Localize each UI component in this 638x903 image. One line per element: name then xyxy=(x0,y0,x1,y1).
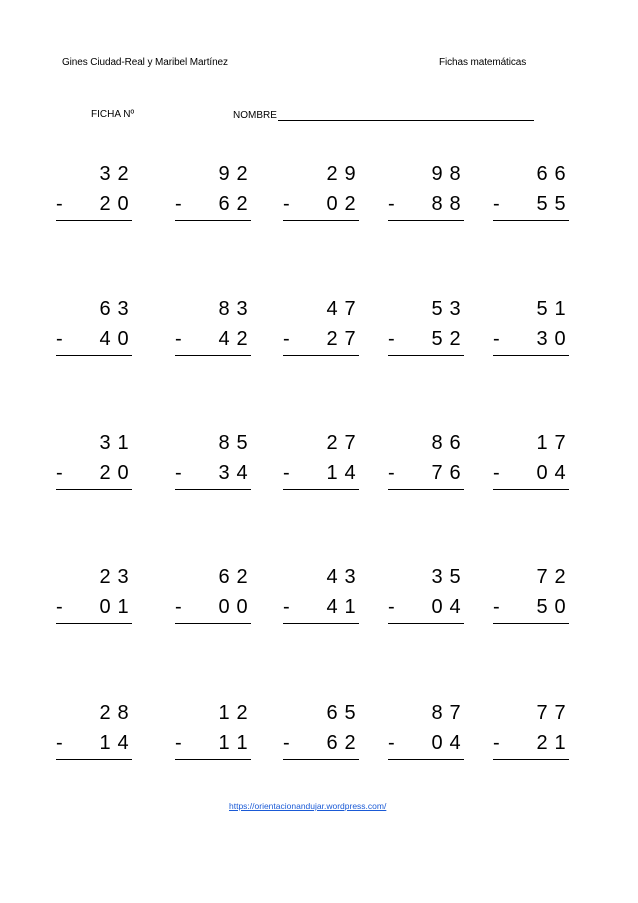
digit: 2 xyxy=(236,566,248,588)
subtrahend xyxy=(323,732,359,755)
digit: 2 xyxy=(236,702,248,724)
subtrahend xyxy=(533,596,569,619)
digit: 5 xyxy=(431,298,443,320)
digit: 0 xyxy=(99,596,111,618)
result-line xyxy=(493,623,569,624)
subtraction-problem xyxy=(283,566,359,636)
result-line xyxy=(175,623,251,624)
digit: 5 xyxy=(449,566,461,588)
digit: 2 xyxy=(99,462,111,484)
subtraction-problem xyxy=(175,566,251,636)
minus-sign: - xyxy=(388,596,395,618)
result-line xyxy=(388,623,464,624)
digit: 0 xyxy=(554,596,566,618)
result-line xyxy=(56,759,132,760)
digit: 2 xyxy=(326,432,338,454)
digit: 9 xyxy=(218,163,230,185)
minus-sign: - xyxy=(56,596,63,618)
minus-sign: - xyxy=(175,462,182,484)
digit: 8 xyxy=(449,163,461,185)
subtraction-problem xyxy=(175,432,251,502)
minuend xyxy=(215,163,251,186)
subtrahend xyxy=(96,596,132,619)
result-line xyxy=(388,489,464,490)
subtraction-problem xyxy=(175,298,251,368)
digit: 7 xyxy=(344,328,356,350)
minus-sign: - xyxy=(283,462,290,484)
subtrahend xyxy=(428,328,464,351)
result-line xyxy=(175,759,251,760)
digit: 0 xyxy=(536,462,548,484)
subtraction-problem xyxy=(56,566,132,636)
subtrahend xyxy=(96,328,132,351)
digit: 5 xyxy=(554,193,566,215)
minus-sign: - xyxy=(283,328,290,350)
digit: 7 xyxy=(554,702,566,724)
result-line xyxy=(283,623,359,624)
digit: 2 xyxy=(554,566,566,588)
digit: 0 xyxy=(218,596,230,618)
digit: 1 xyxy=(554,298,566,320)
minuend xyxy=(428,163,464,186)
digit: 5 xyxy=(431,328,443,350)
digit: 5 xyxy=(536,596,548,618)
digit: 3 xyxy=(218,462,230,484)
minus-sign: - xyxy=(283,732,290,754)
digit: 2 xyxy=(344,732,356,754)
subtraction-problem xyxy=(388,432,464,502)
digit: 2 xyxy=(326,163,338,185)
subtraction-problem xyxy=(283,298,359,368)
header-title: Fichas matemáticas xyxy=(439,57,527,68)
minus-sign: - xyxy=(175,193,182,215)
subtraction-problem xyxy=(388,163,464,233)
digit: 2 xyxy=(536,732,548,754)
minuend xyxy=(215,298,251,321)
minuend xyxy=(215,432,251,455)
minuend xyxy=(215,566,251,589)
digit: 8 xyxy=(117,702,129,724)
digit: 1 xyxy=(326,462,338,484)
digit: 2 xyxy=(449,328,461,350)
minuend xyxy=(96,298,132,321)
result-line xyxy=(175,355,251,356)
minus-sign: - xyxy=(388,732,395,754)
minus-sign: - xyxy=(56,328,63,350)
digit: 7 xyxy=(449,702,461,724)
subtraction-problem xyxy=(56,702,132,772)
subtraction-problem xyxy=(56,163,132,233)
digit: 6 xyxy=(449,462,461,484)
subtraction-problem xyxy=(493,298,569,368)
digit: 2 xyxy=(236,328,248,350)
minuend xyxy=(533,298,569,321)
result-line xyxy=(388,759,464,760)
minuend xyxy=(533,163,569,186)
subtrahend xyxy=(533,193,569,216)
minuend xyxy=(533,702,569,725)
minus-sign: - xyxy=(283,193,290,215)
digit: 8 xyxy=(431,432,443,454)
subtraction-problem xyxy=(56,432,132,502)
digit: 0 xyxy=(117,193,129,215)
minus-sign: - xyxy=(56,462,63,484)
subtraction-problem xyxy=(493,702,569,772)
minus-sign: - xyxy=(493,193,500,215)
digit: 2 xyxy=(236,193,248,215)
digit: 1 xyxy=(536,432,548,454)
digit: 1 xyxy=(117,596,129,618)
digit: 0 xyxy=(117,328,129,350)
result-line xyxy=(175,489,251,490)
minuend xyxy=(428,566,464,589)
subtraction-problem xyxy=(175,163,251,233)
header-authors: Gines Ciudad-Real y Maribel Martínez xyxy=(62,57,228,68)
digit: 3 xyxy=(117,566,129,588)
digit: 3 xyxy=(536,328,548,350)
digit: 3 xyxy=(449,298,461,320)
result-line xyxy=(175,220,251,221)
subtrahend xyxy=(533,732,569,755)
digit: 4 xyxy=(236,462,248,484)
subtrahend xyxy=(215,462,251,485)
minuend xyxy=(96,432,132,455)
digit: 2 xyxy=(117,163,129,185)
minus-sign: - xyxy=(493,462,500,484)
digit: 5 xyxy=(536,193,548,215)
subtraction-problem xyxy=(493,432,569,502)
minus-sign: - xyxy=(175,328,182,350)
subtrahend xyxy=(428,596,464,619)
digit: 6 xyxy=(449,432,461,454)
minuend xyxy=(323,566,359,589)
digit: 9 xyxy=(431,163,443,185)
digit: 8 xyxy=(218,298,230,320)
result-line xyxy=(283,759,359,760)
minus-sign: - xyxy=(388,193,395,215)
digit: 1 xyxy=(344,596,356,618)
digit: 4 xyxy=(326,566,338,588)
digit: 4 xyxy=(326,596,338,618)
subtraction-problem xyxy=(388,566,464,636)
subtraction-problem xyxy=(493,566,569,636)
digit: 1 xyxy=(117,432,129,454)
digit: 6 xyxy=(326,732,338,754)
digit: 6 xyxy=(326,702,338,724)
subtrahend xyxy=(428,193,464,216)
digit: 1 xyxy=(218,732,230,754)
subtraction-problem xyxy=(283,432,359,502)
digit: 3 xyxy=(117,298,129,320)
digit: 7 xyxy=(344,298,356,320)
ficha-label: FICHA Nº xyxy=(91,109,135,120)
digit: 3 xyxy=(99,163,111,185)
digit: 3 xyxy=(99,432,111,454)
digit: 5 xyxy=(344,702,356,724)
subtrahend xyxy=(323,462,359,485)
result-line xyxy=(56,355,132,356)
minuend xyxy=(96,566,132,589)
digit: 4 xyxy=(449,596,461,618)
digit: 0 xyxy=(554,328,566,350)
result-line xyxy=(56,220,132,221)
digit: 4 xyxy=(344,462,356,484)
digit: 5 xyxy=(536,298,548,320)
subtrahend xyxy=(215,732,251,755)
minus-sign: - xyxy=(493,328,500,350)
digit: 7 xyxy=(554,432,566,454)
digit: 0 xyxy=(236,596,248,618)
minuend xyxy=(215,702,251,725)
subtrahend xyxy=(323,328,359,351)
subtraction-problem xyxy=(175,702,251,772)
minus-sign: - xyxy=(493,732,500,754)
subtraction-problem xyxy=(283,702,359,772)
minus-sign: - xyxy=(56,732,63,754)
digit: 5 xyxy=(236,432,248,454)
minuend xyxy=(323,432,359,455)
digit: 1 xyxy=(554,732,566,754)
minuend xyxy=(428,298,464,321)
digit: 1 xyxy=(99,732,111,754)
digit: 8 xyxy=(449,193,461,215)
digit: 7 xyxy=(344,432,356,454)
minuend xyxy=(428,432,464,455)
digit: 8 xyxy=(431,702,443,724)
minuend xyxy=(533,566,569,589)
digit: 2 xyxy=(99,566,111,588)
result-line xyxy=(283,489,359,490)
subtrahend xyxy=(323,193,359,216)
minuend xyxy=(323,298,359,321)
subtrahend xyxy=(96,732,132,755)
digit: 7 xyxy=(536,702,548,724)
minuend xyxy=(533,432,569,455)
digit: 4 xyxy=(218,328,230,350)
subtrahend xyxy=(96,462,132,485)
digit: 4 xyxy=(326,298,338,320)
subtrahend xyxy=(428,732,464,755)
result-line xyxy=(388,355,464,356)
result-line xyxy=(56,623,132,624)
minus-sign: - xyxy=(175,732,182,754)
digit: 1 xyxy=(218,702,230,724)
digit: 3 xyxy=(344,566,356,588)
result-line xyxy=(493,355,569,356)
result-line xyxy=(493,759,569,760)
subtrahend xyxy=(215,193,251,216)
minuend xyxy=(96,163,132,186)
subtrahend xyxy=(323,596,359,619)
digit: 0 xyxy=(117,462,129,484)
minus-sign: - xyxy=(493,596,500,618)
subtraction-problem xyxy=(388,298,464,368)
digit: 4 xyxy=(554,462,566,484)
minus-sign: - xyxy=(283,596,290,618)
nombre-label: NOMBRE xyxy=(233,110,277,121)
result-line xyxy=(493,220,569,221)
digit: 6 xyxy=(218,193,230,215)
digit: 4 xyxy=(449,732,461,754)
digit: 8 xyxy=(431,193,443,215)
footer-website-link[interactable]: https://orientacionandujar.wordpress.com/ xyxy=(229,801,387,811)
digit: 2 xyxy=(326,328,338,350)
subtraction-problem xyxy=(56,298,132,368)
result-line xyxy=(283,220,359,221)
minuend xyxy=(428,702,464,725)
minuend xyxy=(323,163,359,186)
subtraction-problem xyxy=(283,163,359,233)
subtrahend xyxy=(215,328,251,351)
digit: 2 xyxy=(99,193,111,215)
result-line xyxy=(283,355,359,356)
digit: 3 xyxy=(431,566,443,588)
digit: 2 xyxy=(344,193,356,215)
subtraction-problem xyxy=(493,163,569,233)
minus-sign: - xyxy=(388,462,395,484)
result-line xyxy=(56,489,132,490)
digit: 1 xyxy=(236,732,248,754)
result-line xyxy=(493,489,569,490)
subtraction-problem xyxy=(388,702,464,772)
digit: 2 xyxy=(236,163,248,185)
digit: 8 xyxy=(218,432,230,454)
subtrahend xyxy=(428,462,464,485)
minus-sign: - xyxy=(175,596,182,618)
result-line xyxy=(388,220,464,221)
digit: 0 xyxy=(431,732,443,754)
digit: 4 xyxy=(99,328,111,350)
digit: 4 xyxy=(117,732,129,754)
digit: 6 xyxy=(554,163,566,185)
minuend xyxy=(96,702,132,725)
digit: 6 xyxy=(218,566,230,588)
digit: 7 xyxy=(536,566,548,588)
minuend xyxy=(323,702,359,725)
digit: 9 xyxy=(344,163,356,185)
digit: 3 xyxy=(236,298,248,320)
digit: 6 xyxy=(99,298,111,320)
digit: 0 xyxy=(431,596,443,618)
subtrahend xyxy=(533,462,569,485)
subtrahend xyxy=(533,328,569,351)
subtrahend xyxy=(96,193,132,216)
digit: 2 xyxy=(99,702,111,724)
digit: 6 xyxy=(536,163,548,185)
subtrahend xyxy=(215,596,251,619)
digit: 0 xyxy=(326,193,338,215)
minus-sign: - xyxy=(388,328,395,350)
digit: 7 xyxy=(431,462,443,484)
minus-sign: - xyxy=(56,193,63,215)
